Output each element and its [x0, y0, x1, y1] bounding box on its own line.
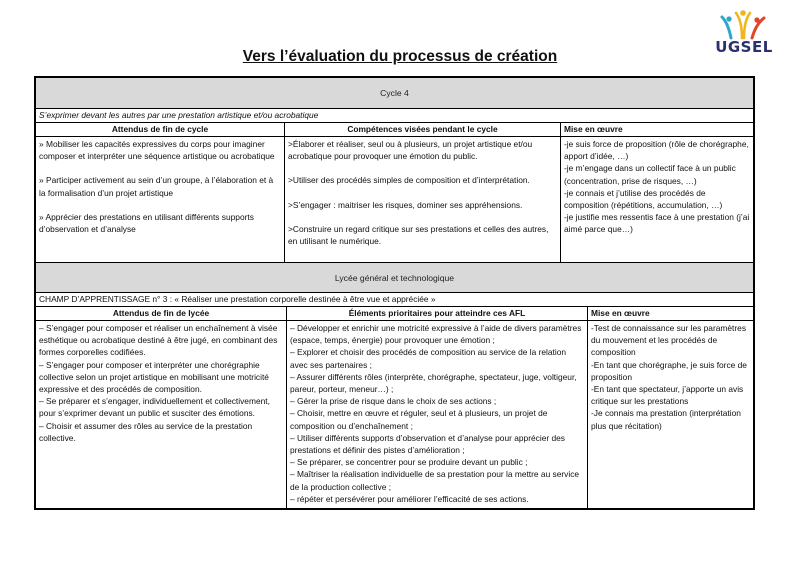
list-item: – Se préparer et s’engager, individuellement et collectivement, pour s’exprimer devant un public et susciter des émotions.: [39, 396, 270, 419]
list-item: – répéter et persévérer pour améliorer l’efficacité de ses actions.: [290, 493, 529, 504]
list-item: – S’engager pour composer et réaliser un enchaînement à visée esthétique ou acrobatique destiné à être jugé, en combinant des formes corporelles codifiées.: [39, 323, 278, 358]
cycle4-attendus: [36, 137, 284, 262]
col-head-attendus-lycee: Attendus de fin de lycée: [112, 308, 210, 318]
col-head-competences: Compétences visées pendant le cycle: [284, 123, 560, 136]
lycee-mise-en-oeuvre: [587, 321, 753, 508]
evaluation-table: [34, 76, 755, 510]
cycle4-content-row: [36, 136, 753, 262]
list-item: -je connais et j’utilise des procédés de composition (répétitions, accumulation, …): [564, 187, 723, 211]
lycee-column-headers: [36, 306, 753, 320]
list-item: – Maîtriser la réalisation individuelle de sa prestation pour la mettre au service de la production collective ;: [290, 469, 580, 492]
cycle4-mise-en-oeuvre: [560, 137, 753, 262]
list-item: – Gérer la prise de risque dans le choix de ses actions ;: [290, 396, 497, 407]
lycee-elements: [286, 321, 587, 508]
lycee-subtitle: CHAMP D’APPRENTISSAGE n° 3 : « Réaliser une prestation corporelle destinée à être vue et appréciée »: [36, 292, 753, 306]
list-item: >Élaborer et réaliser, seul ou à plusieurs, un projet artistique et/ou acrobatique pour provoquer une émotion du public.: [288, 139, 533, 162]
list-item: – Développer et enrichir une motricité expressive à l’aide de divers paramètres (espace, temps, énergie) pour provoquer une émotion ;: [290, 323, 582, 346]
lycee-header: [36, 262, 753, 292]
list-item: >Utiliser des procédés simples de composition et d’interprétation.: [288, 175, 530, 186]
cycle4-header-label: Cycle 4: [380, 88, 409, 98]
list-item: » Apprécier des prestations en utilisant différents supports d’observation et d’analyse: [39, 211, 254, 235]
list-item: -je justifie mes ressentis face à une prestation (j’ai aimé parce que…): [564, 212, 750, 235]
list-item: – Se préparer, se concentrer pour se produire devant un public ;: [290, 457, 528, 468]
list-item: -En tant que spectateur, j’apporte un avis critique sur les prestations: [591, 384, 744, 407]
list-item: -je suis force de proposition (rôle de chorégraphe, apport d’idée, …): [564, 139, 749, 162]
list-item: – Utiliser différents supports d’observation et d’analyse pour apprécier des prestations et définir des pistes d’amélioration ;: [290, 432, 565, 456]
list-item: -En tant que chorégraphe, je suis force de proposition: [591, 359, 747, 382]
list-item: – Choisir et assumer des rôles au service de la prestation collective.: [39, 420, 253, 443]
list-item: – Explorer et choisir des procédés de composition au service de la relation avec ses partenaires ;: [290, 347, 567, 370]
col-head-mise-en-oeuvre: Mise en œuvre: [560, 123, 753, 136]
lycee-content-row: [36, 320, 753, 508]
list-item: » Participer activement au sein d’un groupe, à l’élaboration et à la formalisation d’un projet artistique: [39, 175, 274, 198]
cycle4-column-headers: [36, 122, 753, 136]
list-item: – S’engager pour composer et interpréter une chorégraphie collective selon un projet artistique en mobilisant une motricité expressive et des procédés de composition.: [39, 359, 269, 395]
list-item: -Je connais ma prestation (interprétation plus que récitation): [591, 408, 741, 431]
cycle4-competences: [284, 137, 560, 262]
list-item: – Assurer différents rôles (interprète, chorégraphe, spectateur, juge, voltigeur, pareur, porteur, meneur…) ;: [290, 371, 577, 395]
list-item: – Choisir, mettre en œuvre et réguler, seul et à plusieurs, un projet de composition ou d’enchaînement ;: [290, 408, 548, 431]
lycee-attendus: [36, 321, 286, 508]
list-item: » Mobiliser les capacités expressives du corps pour imaginer composer et interpréter une séquence artistique ou acrobatique: [39, 139, 275, 162]
col-head-attendus: Attendus de fin de cycle: [111, 124, 209, 134]
list-item: >S’engager : maitriser les risques, dominer ses appréhensions.: [288, 199, 523, 210]
page-title: Vers l’évaluation du processus de création: [242, 48, 558, 65]
list-item: -je m’engage dans un collectif face à un public (concentration, prise de risques, …): [564, 163, 736, 186]
ugsel-figures-icon: [712, 8, 776, 40]
cycle4-header: [36, 78, 753, 108]
cycle4-subtitle: S’exprimer devant les autres par une prestation artistique et/ou acrobatique: [36, 108, 753, 122]
lycee-header-label: Lycée général et technologique: [334, 272, 455, 283]
col-head-elements: Éléments prioritaires pour atteindre ces AFL: [286, 307, 587, 320]
logo-text: UGSEL: [715, 38, 773, 56]
col-head-mise-en-oeuvre-lycee: Mise en œuvre: [587, 307, 753, 320]
list-item: >Construire un regard critique sur ses prestations et celles des autres, en utilisant le numérique.: [288, 223, 549, 247]
list-item: -Test de connaissance sur les paramètres du mouvement et les procédés de composition: [591, 323, 747, 358]
